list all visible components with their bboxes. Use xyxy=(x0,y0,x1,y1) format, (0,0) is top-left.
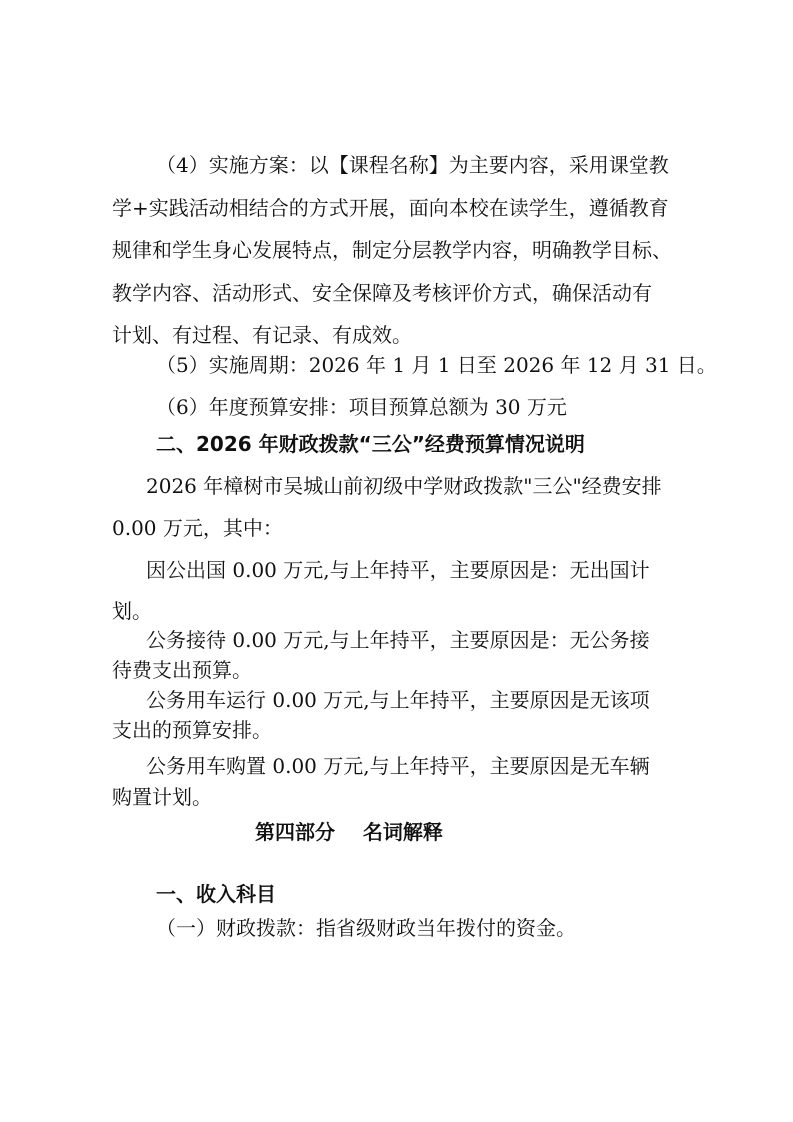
vehicle-run-line-2: 支出的预算安排。 xyxy=(112,718,272,742)
plan-line-1: （4）实施方案：以【课程名称】为主要内容，采用课堂教 xyxy=(156,153,669,177)
abroad-line-1: 因公出国 0.00 万元,与上年持平，主要原因是：无出国计 xyxy=(146,558,650,582)
plan-line-2: 学+实践活动相结合的方式开展，面向本校在读学生，遵循教育 xyxy=(112,196,669,220)
reception-line-2: 待费支出预算。 xyxy=(112,658,252,682)
abroad-line-2: 划。 xyxy=(112,599,152,623)
vehicle-buy-line-1: 公务用车购置 0.00 万元,与上年持平，主要原因是无车辆 xyxy=(146,754,650,778)
vehicle-buy-line-2: 购置计划。 xyxy=(112,785,212,809)
fiscal-appropriation-definition: （一）财政拨款：指省级财政当年拨付的资金。 xyxy=(156,916,576,940)
vehicle-run-line-1: 公务用车运行 0.00 万元,与上年持平，主要原因是无该项 xyxy=(146,688,650,712)
plan-line-4: 教学内容、活动形式、安全保障及考核评价方式，确保活动有 xyxy=(112,281,652,305)
section-heading-three-public: 二、2026 年财政拨款“三公”经费预算情况说明 xyxy=(156,432,585,456)
plan-line-5: 计划、有过程、有记录、有成效。 xyxy=(112,323,412,347)
budget-line: （6）年度预算安排：项目预算总额为 30 万元 xyxy=(156,395,567,419)
period-line: （5）实施周期：2026 年 1 月 1 日至 2026 年 12 月 31 日。 xyxy=(156,353,717,377)
intro-line-2: 0.00 万元，其中： xyxy=(112,516,283,540)
plan-line-3: 规律和学生身心发展特点，制定分层教学内容，明确教学目标、 xyxy=(112,238,672,262)
intro-line-1: 2026 年樟树市吴城山前初级中学财政拨款"三公"经费安排 xyxy=(146,474,662,498)
income-subjects-heading: 一、收入科目 xyxy=(156,882,276,906)
reception-line-1: 公务接待 0.00 万元,与上年持平，主要原因是：无公务接 xyxy=(146,628,650,652)
part-four-heading: 第四部分 名词解释 xyxy=(255,820,443,844)
